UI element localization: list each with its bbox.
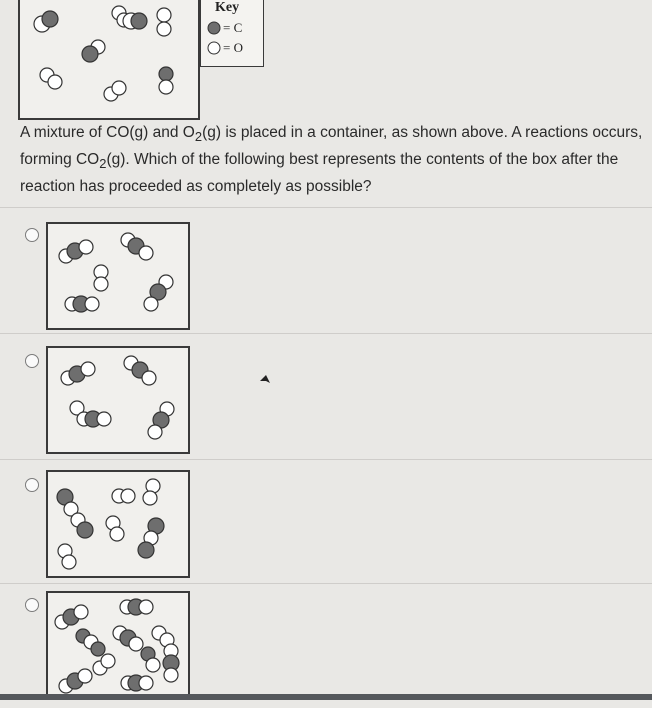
oxygen-atom-icon <box>207 41 221 55</box>
option-d-diagram <box>46 591 190 697</box>
option-d-molecules <box>48 593 188 697</box>
option-c-diagram <box>46 470 190 578</box>
option-c[interactable] <box>0 462 652 584</box>
key-carbon-row <box>207 20 242 36</box>
key-title: Key <box>215 0 240 15</box>
key-carbon-label: = C <box>223 20 243 35</box>
divider <box>0 333 652 334</box>
option-b-radio[interactable] <box>25 354 39 368</box>
mouse-cursor-icon <box>258 372 272 386</box>
question-line-1b: (g) is placed in a container, as shown above. A reactions occurs, <box>202 124 643 141</box>
option-d[interactable] <box>0 586 652 708</box>
key-oxygen-row <box>207 40 243 56</box>
carbon-atom-icon <box>207 21 221 35</box>
option-b[interactable] <box>0 336 652 458</box>
option-b-molecules <box>48 348 188 452</box>
option-a-molecules <box>48 224 188 328</box>
divider <box>0 207 652 208</box>
question-line-2-sub: 2 <box>99 156 107 172</box>
bottom-toolbar <box>0 694 652 700</box>
option-d-radio[interactable] <box>25 598 39 612</box>
question-text <box>20 121 648 198</box>
divider <box>0 459 652 460</box>
option-c-radio[interactable] <box>25 478 39 492</box>
option-b-diagram <box>46 346 190 454</box>
question-line-1a: A mixture of CO(g) and O <box>20 124 195 141</box>
question-line-3: reaction has proceeded as completely as possible? <box>20 178 372 196</box>
key-oxygen-label: = O <box>223 40 243 55</box>
key-legend <box>200 0 264 67</box>
option-a-diagram <box>46 222 190 330</box>
initial-molecules <box>20 0 198 118</box>
divider <box>0 583 652 584</box>
question-line-2b: (g). Which of the following best represents the contents of the box after the <box>106 151 619 169</box>
initial-mixture-diagram <box>18 0 200 120</box>
option-c-molecules <box>48 472 188 576</box>
option-a[interactable] <box>0 210 652 332</box>
question-line-2a: forming CO <box>20 151 100 169</box>
question-line-1-sub: 2 <box>194 129 203 145</box>
option-a-radio[interactable] <box>25 228 39 242</box>
